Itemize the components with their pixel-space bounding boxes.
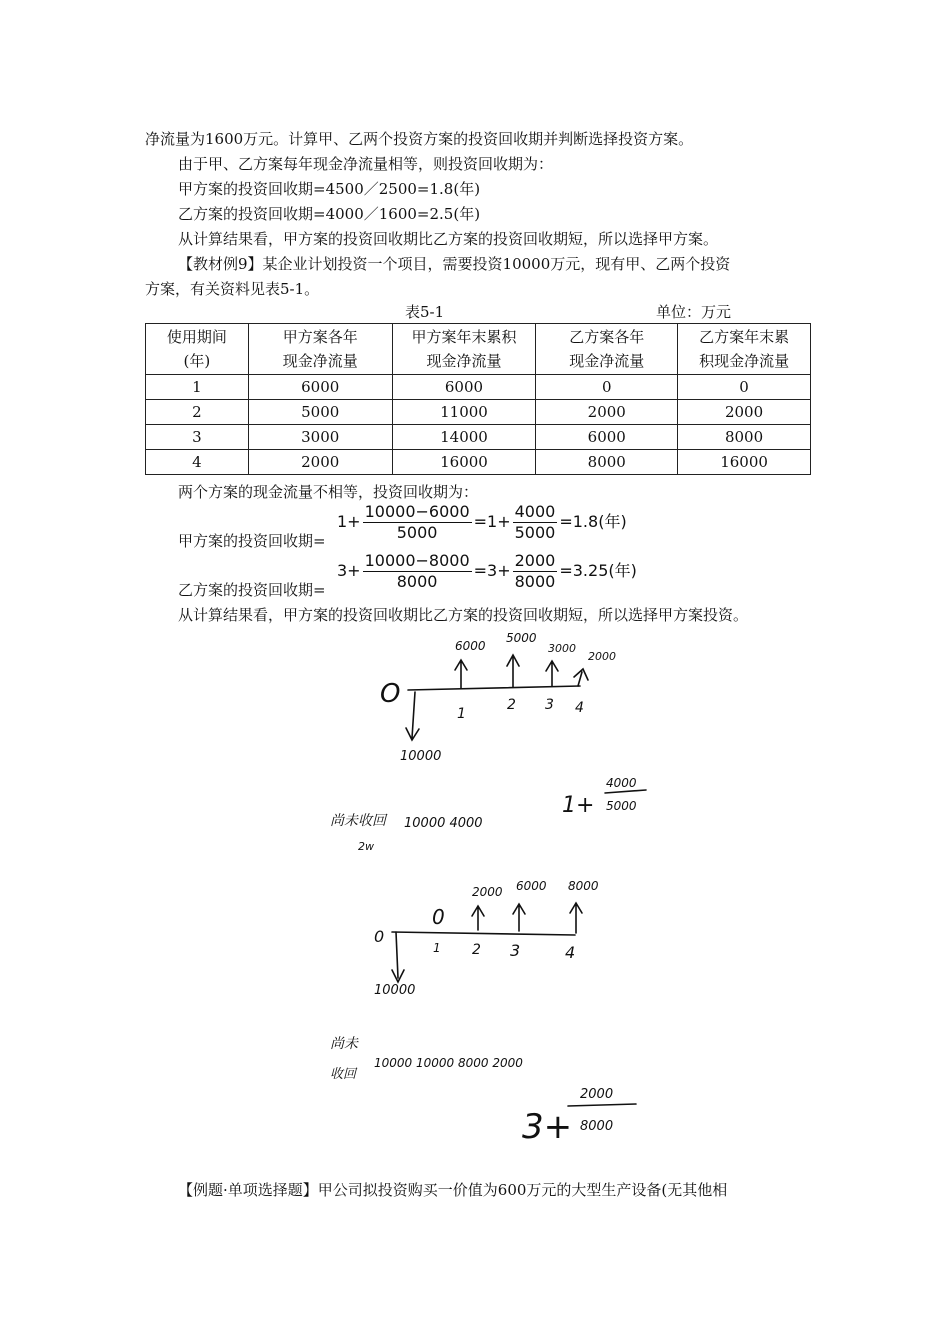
formula-a-result: =1.8(年) (559, 512, 627, 531)
hw-tick: 4 (565, 943, 576, 962)
arrow-up-4 (574, 669, 588, 686)
paragraph: 【例题·单项选择题】甲公司拟投资购买一价值为600万元的大型生产设备(无其他相 (178, 1181, 728, 1199)
hw-note-values: 10000 10000 8000 2000 (374, 1056, 523, 1070)
hw-flow: 2000 (472, 885, 503, 899)
hw-tick: 1 (433, 941, 441, 955)
formula-b (337, 551, 637, 592)
column-header: 乙方案年末累 积现金净流量 (678, 324, 811, 375)
hw-invest: 10000 (374, 983, 416, 998)
paragraph: 两个方案的现金流量不相等，投资回收期为： (178, 483, 479, 501)
hw-tick: 2 (472, 942, 481, 958)
table-cell: 2 (146, 400, 249, 425)
table-cell: 2000 (678, 400, 811, 425)
hw-frac-den: 5000 (606, 799, 637, 813)
hw-frac-lead: 3+ (522, 1107, 573, 1147)
hw-tick: 2 (507, 697, 516, 713)
paragraph: 方案，有关资料见表5-1。 (145, 280, 320, 298)
hw-invest: 10000 (400, 749, 442, 764)
hw-note: 尚未收回 (330, 813, 386, 829)
table-cell: 6000 (536, 425, 678, 450)
fraction: $\frac{10000-6000}{5000}$ (364, 502, 470, 542)
arrow-up-7 (570, 903, 582, 933)
fraction: $\frac{2000}{8000}$ (514, 551, 556, 591)
formula-b-mid: =3+ (473, 561, 511, 580)
table-caption: 表5-1 (405, 303, 445, 321)
hw-frac-num: 4000 (606, 776, 637, 790)
table-row (146, 375, 811, 400)
hw-note: 尚未 (330, 1036, 358, 1052)
arrow-up-1 (455, 660, 467, 688)
fraction: $\frac{10000-8000}{8000}$ (364, 551, 470, 591)
hw-tick: 3 (545, 697, 554, 713)
fraction: $\frac{4000}{5000}$ (514, 502, 556, 542)
paragraph: 甲方案的投资回收期=4500／2500=1.8(年) (178, 180, 481, 198)
timeline-1 (408, 686, 580, 690)
table-cell: 5000 (248, 400, 392, 425)
hw-flow: 3000 (548, 642, 576, 655)
paragraph: 从计算结果看，甲方案的投资回收期比乙方案的投资回收期短，所以选择甲方案投资。 (178, 606, 749, 624)
formula-a-mid: =1+ (473, 512, 511, 531)
table-cell: 1 (146, 375, 249, 400)
table-header-row (146, 324, 811, 375)
column-header: 甲方案年末累积 现金净流量 (392, 324, 536, 375)
formula-b-label: 乙方案的投资回收期= (178, 581, 326, 599)
paragraph: 乙方案的投资回收期=4000／1600=2.5(年) (178, 205, 481, 223)
hw-zero: O (380, 679, 401, 709)
table-row (146, 400, 811, 425)
arrow-up-6 (513, 904, 525, 931)
table-unit: 单位：万元 (656, 303, 732, 321)
cash-flow-table (145, 323, 811, 475)
fraction-bar-1 (605, 790, 646, 793)
table-cell: 8000 (678, 425, 811, 450)
paragraph: 从计算结果看，甲方案的投资回收期比乙方案的投资回收期短，所以选择甲方案。 (178, 230, 719, 248)
table-cell: 4 (146, 450, 249, 475)
hw-tick: 4 (575, 700, 584, 716)
hw-frac-lead: 1+ (562, 793, 595, 818)
table-cell: 6000 (248, 375, 392, 400)
arrow-up-3 (546, 661, 558, 686)
formula-a-label: 甲方案的投资回收期= (178, 532, 326, 550)
formula-b-result: =3.25(年) (559, 561, 637, 580)
hw-note-values: 10000 4000 (404, 816, 483, 831)
table-cell: 3000 (248, 425, 392, 450)
arrow-down-2 (392, 932, 404, 982)
table-cell: 3 (146, 425, 249, 450)
formula-a (337, 502, 627, 543)
column-header: 甲方案各年 现金净流量 (248, 324, 392, 375)
hw-frac-den: 8000 (580, 1119, 614, 1134)
table-cell: 2000 (536, 400, 678, 425)
table-cell: 16000 (392, 450, 536, 475)
hw-flow: 6000 (516, 879, 547, 893)
table-cell: 6000 (392, 375, 536, 400)
table-cell: 2000 (248, 450, 392, 475)
hw-flow: 8000 (568, 879, 599, 893)
table-row (146, 425, 811, 450)
table-cell: 16000 (678, 450, 811, 475)
column-header: 使用期间 (年) (146, 324, 249, 375)
hw-zero: 0 (374, 927, 385, 946)
formula-a-lead: 1+ (337, 512, 361, 531)
table-cell: 0 (536, 375, 678, 400)
formula-b-lead: 3+ (337, 561, 361, 580)
paragraph: 由于甲、乙方案每年现金净流量相等，则投资回收期为： (178, 155, 554, 173)
hw-note: 收回 (330, 1067, 357, 1082)
table-cell: 14000 (392, 425, 536, 450)
hw-note-sub: 2w (358, 840, 374, 853)
column-header: 乙方案各年 现金净流量 (536, 324, 678, 375)
hw-frac-num: 2000 (580, 1087, 614, 1102)
arrow-up-2 (507, 655, 519, 687)
hw-flow: 2000 (588, 650, 616, 663)
hw-flow: 5000 (506, 631, 537, 645)
timeline-2 (392, 932, 575, 935)
hw-tick: 3 (510, 941, 521, 960)
arrow-down-1 (406, 692, 419, 740)
table-cell: 0 (678, 375, 811, 400)
table-cell: 11000 (392, 400, 536, 425)
hw-first-flow: 0 (432, 905, 445, 929)
arrow-up-5 (472, 906, 484, 930)
table-row (146, 450, 811, 475)
hw-flow: 6000 (455, 639, 486, 653)
table-cell: 8000 (536, 450, 678, 475)
fraction-bar-2 (568, 1104, 636, 1106)
hw-tick: 1 (457, 706, 466, 722)
paragraph: 【教材例9】某企业计划投资一个项目，需要投资10000万元，现有甲、乙两个投资 (178, 255, 731, 273)
handwritten-sketch (330, 620, 690, 1160)
paragraph: 净流量为1600万元。计算甲、乙两个投资方案的投资回收期并判断选择投资方案。 (145, 130, 694, 148)
